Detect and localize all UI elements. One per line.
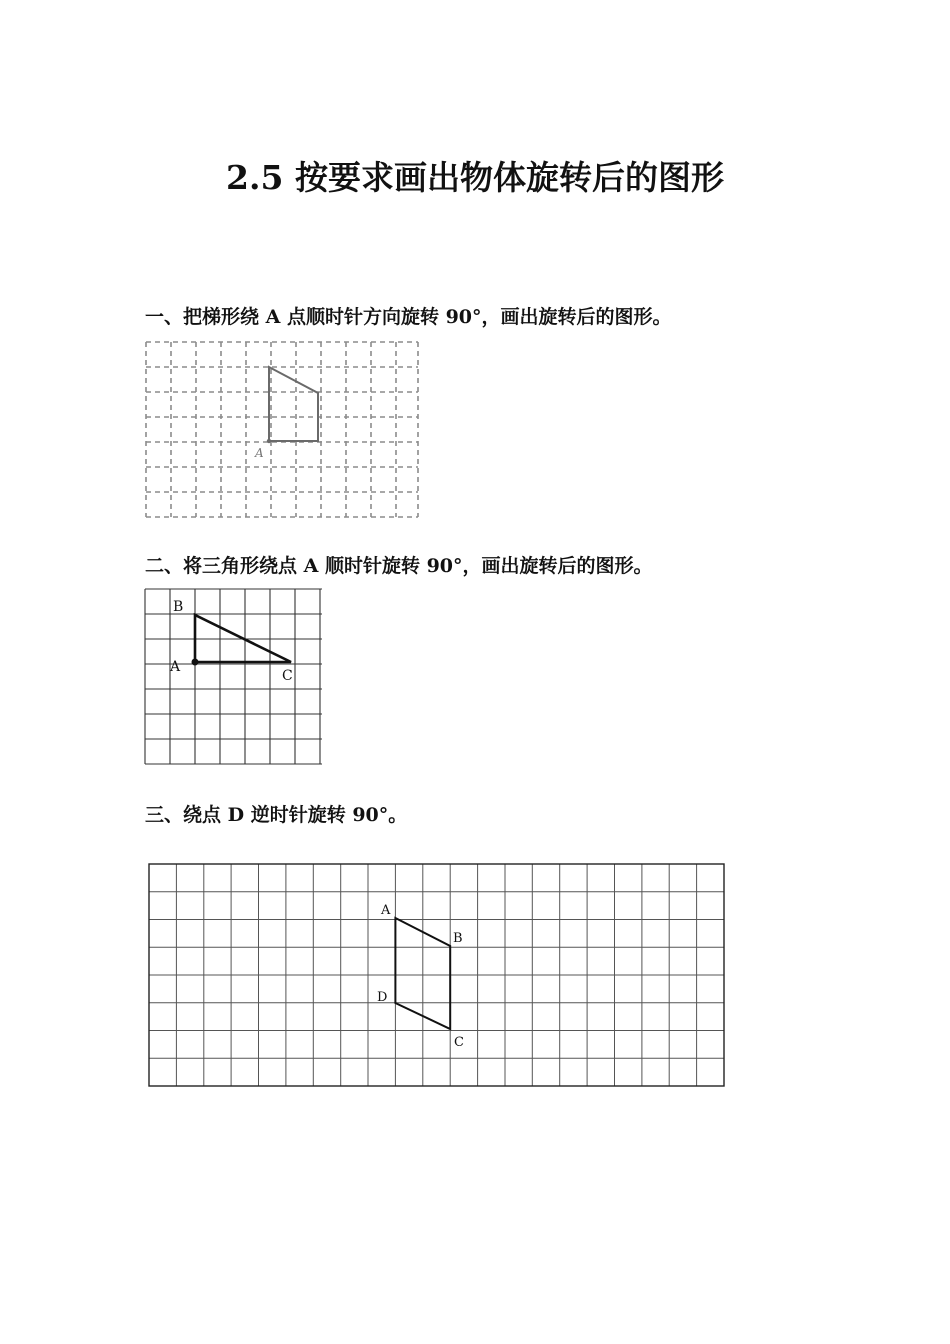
point-b-label: B — [173, 599, 184, 615]
figure-1-dashed-grid-trapezoid — [143, 339, 423, 521]
page-title: 2.5 按要求画出物体旋转后的图形 — [226, 158, 724, 197]
grid — [145, 589, 322, 764]
grid — [149, 864, 724, 1086]
point-a-dot — [267, 439, 271, 443]
point-c-label: C — [282, 668, 293, 684]
figure-3-grid-parallelogram — [146, 861, 728, 1091]
trapezoid-shape — [269, 367, 318, 441]
point-a-label: A — [381, 903, 391, 918]
question-2-text: 二、将三角形绕点 A 顺时针旋转 90°，画出旋转后的图形。 — [145, 555, 653, 577]
dashed-grid — [146, 342, 418, 517]
point-b-label: B — [453, 931, 463, 946]
figure-2-grid-triangle — [143, 586, 325, 768]
point-a-label: A — [170, 659, 181, 675]
question-3-text: 三、绕点 D 逆时针旋转 90°。 — [145, 804, 408, 826]
question-1-text: 一、把梯形绕 A 点顺时针方向旋转 90°，画出旋转后的图形。 — [145, 306, 672, 328]
point-c-label: C — [454, 1035, 464, 1050]
point-a-dot — [192, 659, 199, 666]
point-a-label: A — [255, 446, 264, 460]
point-d-label: D — [377, 990, 388, 1005]
